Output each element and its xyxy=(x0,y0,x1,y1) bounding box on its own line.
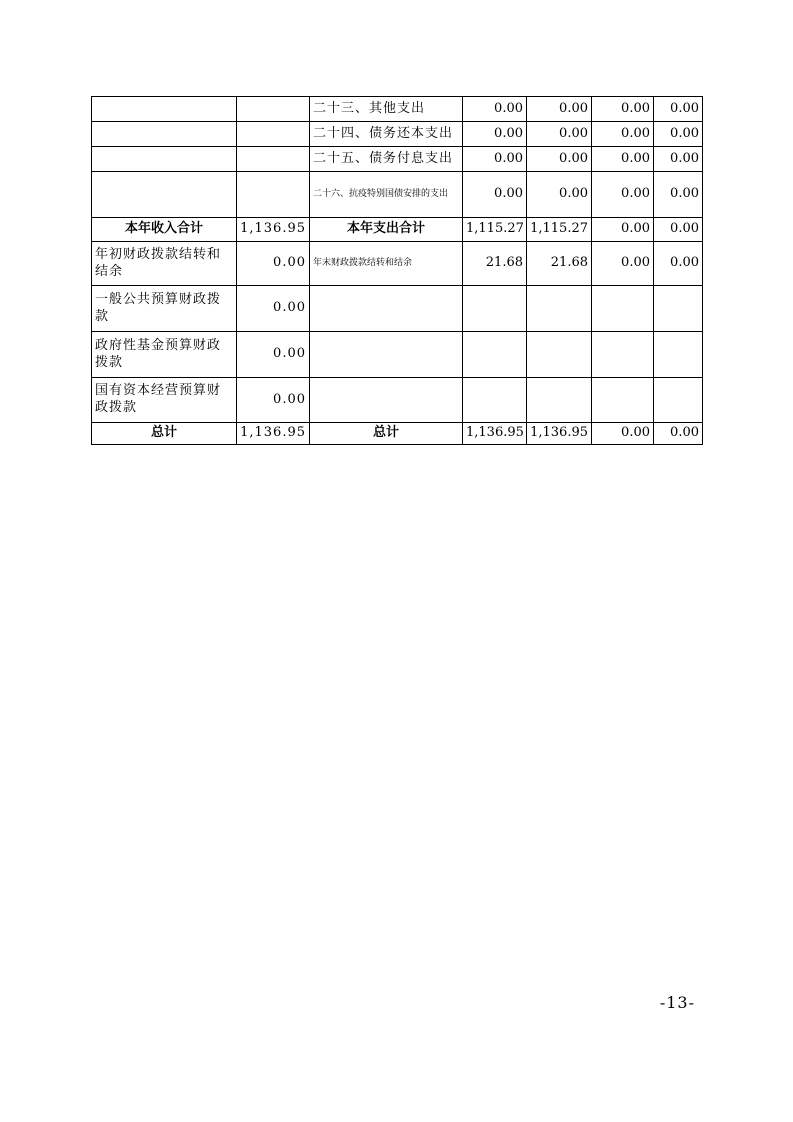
expense-item-cell xyxy=(310,286,463,332)
expense-total-cell: 0.00 xyxy=(463,122,527,147)
income-amount-cell: 0.00 xyxy=(237,242,310,286)
table-row xyxy=(92,172,703,218)
expense-total-cell: 1,115.27 xyxy=(463,218,527,242)
income-amount-cell: 0.00 xyxy=(237,332,310,378)
fund-budget-cell: 0.00 xyxy=(592,147,654,172)
income-item-cell xyxy=(92,122,237,147)
expense-item-cell: 二十四、债务还本支出 xyxy=(310,122,463,147)
table-row xyxy=(92,147,703,172)
capital-budget-cell xyxy=(654,332,703,378)
table-row xyxy=(92,286,703,332)
budget-table xyxy=(91,96,703,445)
table-row xyxy=(92,218,703,242)
income-item-cell xyxy=(92,97,237,122)
fund-budget-cell: 0.00 xyxy=(592,218,654,242)
expense-total-cell: 0.00 xyxy=(463,172,527,218)
expense-total-cell xyxy=(463,332,527,378)
expense-item-cell: 二十六、抗疫特别国债安排的支出 xyxy=(310,172,463,218)
capital-budget-cell xyxy=(654,286,703,332)
fund-budget-cell xyxy=(592,286,654,332)
income-amount-cell xyxy=(237,122,310,147)
general-budget-cell: 21.68 xyxy=(527,242,592,286)
capital-budget-cell: 0.00 xyxy=(654,122,703,147)
general-budget-cell: 0.00 xyxy=(527,147,592,172)
income-amount-cell: 1,136.95 xyxy=(237,423,310,445)
fund-budget-cell xyxy=(592,378,654,423)
income-item-cell: 政府性基金预算财政拨款 xyxy=(92,332,237,378)
income-item-cell: 年初财政拨款结转和结余 xyxy=(92,242,237,286)
fund-budget-cell: 0.00 xyxy=(592,172,654,218)
income-amount-cell: 1,136.95 xyxy=(237,218,310,242)
capital-budget-cell: 0.00 xyxy=(654,97,703,122)
capital-budget-cell xyxy=(654,378,703,423)
expense-total-cell: 0.00 xyxy=(463,97,527,122)
expense-total-cell: 21.68 xyxy=(463,242,527,286)
expense-item-cell xyxy=(310,378,463,423)
fund-budget-cell: 0.00 xyxy=(592,423,654,445)
grand-total-label: 总计 xyxy=(310,423,463,445)
income-item-cell xyxy=(92,147,237,172)
general-budget-cell xyxy=(527,332,592,378)
table-row xyxy=(92,378,703,423)
income-item-cell xyxy=(92,172,237,218)
expense-item-cell xyxy=(310,332,463,378)
table-row xyxy=(92,242,703,286)
capital-budget-cell: 0.00 xyxy=(654,242,703,286)
capital-budget-cell: 0.00 xyxy=(654,218,703,242)
income-amount-cell: 0.00 xyxy=(237,378,310,423)
table-row xyxy=(92,97,703,122)
general-budget-cell: 0.00 xyxy=(527,122,592,147)
income-item-cell: 国有资本经营预算财政拨款 xyxy=(92,378,237,423)
expense-total-cell: 1,136.95 xyxy=(463,423,527,445)
income-amount-cell: 0.00 xyxy=(237,286,310,332)
fund-budget-cell: 0.00 xyxy=(592,242,654,286)
income-item-cell: 一般公共预算财政拨款 xyxy=(92,286,237,332)
table-row xyxy=(92,122,703,147)
grand-total-label: 总计 xyxy=(92,423,237,445)
income-amount-cell xyxy=(237,172,310,218)
general-budget-cell xyxy=(527,286,592,332)
expense-total-cell xyxy=(463,286,527,332)
fund-budget-cell xyxy=(592,332,654,378)
fund-budget-cell: 0.00 xyxy=(592,97,654,122)
capital-budget-cell: 0.00 xyxy=(654,147,703,172)
fund-budget-cell: 0.00 xyxy=(592,122,654,147)
income-subtotal-label: 本年收入合计 xyxy=(92,218,237,242)
expense-total-cell: 0.00 xyxy=(463,147,527,172)
expense-item-cell: 二十三、其他支出 xyxy=(310,97,463,122)
table-row xyxy=(92,332,703,378)
expense-item-cell: 二十五、债务付息支出 xyxy=(310,147,463,172)
income-amount-cell xyxy=(237,97,310,122)
expense-total-cell xyxy=(463,378,527,423)
general-budget-cell: 1,136.95 xyxy=(527,423,592,445)
expense-subtotal-label: 本年支出合计 xyxy=(310,218,463,242)
general-budget-cell: 0.00 xyxy=(527,172,592,218)
capital-budget-cell: 0.00 xyxy=(654,423,703,445)
general-budget-cell xyxy=(527,378,592,423)
table-row xyxy=(92,423,703,445)
page-number: -13- xyxy=(659,993,695,1012)
general-budget-cell: 1,115.27 xyxy=(527,218,592,242)
general-budget-cell: 0.00 xyxy=(527,97,592,122)
income-amount-cell xyxy=(237,147,310,172)
capital-budget-cell: 0.00 xyxy=(654,172,703,218)
expense-item-cell: 年末财政拨款结转和结余 xyxy=(310,242,463,286)
